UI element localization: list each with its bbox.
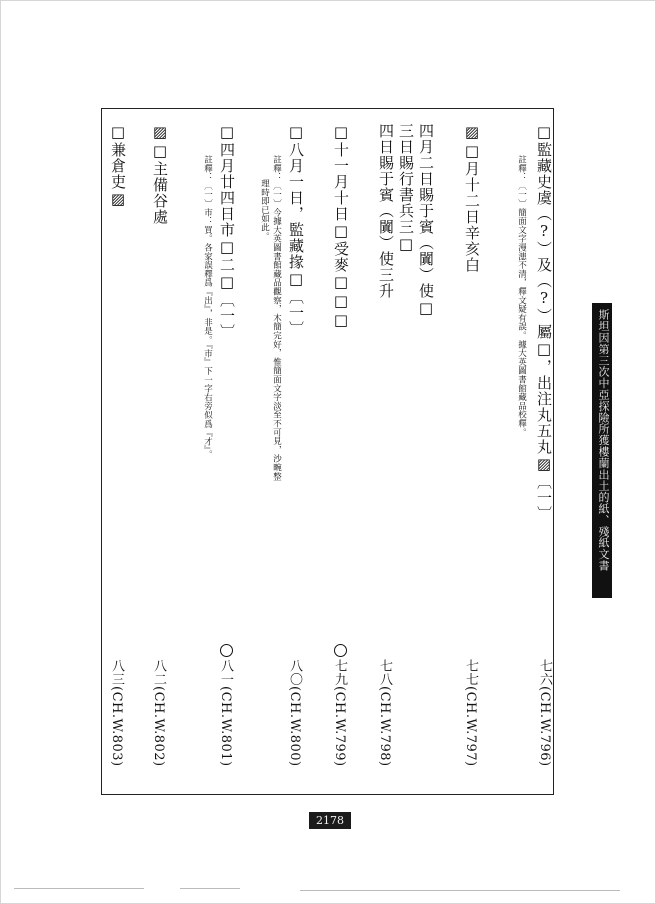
scan-artifact-line (14, 888, 144, 889)
label-82: 八二(CH.W.802) (151, 659, 166, 767)
annotation-80a: 註釋：〔一〕今據大英圖書館藏品觀察，木簡完好，惟簡面文字淡至不可見，沙畹整 (271, 155, 282, 481)
label-81: 八一(CH.W.801) (218, 659, 233, 767)
annotation-76: 註釋：〔一〕簡面文字漫漶不清，釋文疑有誤。據大英圖書館藏品校釋。 (516, 155, 527, 437)
text-column-76: □監藏史虞（?）及（?）屬□，出注丸五丸▨〔一〕 (535, 123, 553, 522)
text-column-78b: 三日賜行書兵三□ (397, 123, 415, 254)
text-column-78c: 四日賜于賓（闐）使三升 (377, 123, 395, 299)
page-number: 2178 (309, 812, 351, 829)
text-column-78a: 四月二日賜于賓（闐）使□ (417, 123, 435, 318)
label-79: 七九(CH.W.799) (332, 659, 347, 767)
circle-marker-79 (334, 644, 347, 657)
circle-marker-81 (220, 644, 233, 657)
text-column-83: □兼倉吏▨ (109, 123, 127, 209)
label-76: 七六(CH.W.796) (537, 659, 552, 767)
scan-artifact-line (180, 888, 240, 889)
scan-artifact-line (300, 890, 620, 891)
side-title: 斯坦因第三次中亞探險所獲樓蘭出土的紙、殘紙文書 (597, 309, 610, 572)
label-78: 七八(CH.W.798) (377, 659, 392, 767)
label-80: 八〇(CH.W.800) (287, 659, 302, 767)
annotation-80b: 理時即已如此。 (259, 179, 270, 241)
label-83: 八三(CH.W.803) (109, 659, 124, 767)
annotation-81: 註釋：〔一〕市：買。各家誤釋爲『出』，非是。『市』下一字右旁似爲『才』。 (202, 155, 213, 460)
text-column-81: □四月廿四日市□二□〔一〕 (218, 123, 236, 340)
document-text-frame (101, 108, 554, 795)
label-77: 七七(CH.W.797) (463, 659, 478, 767)
text-column-82: ▨□主備谷處 (151, 123, 169, 225)
text-column-80: □八月一日，監藏掾□〔一〕 (287, 123, 305, 337)
text-column-79: □十一月十日□受麥□□□ (332, 123, 350, 330)
text-column-77: ▨□月十二日辛亥白 (463, 123, 481, 273)
side-title-bar (592, 303, 612, 598)
